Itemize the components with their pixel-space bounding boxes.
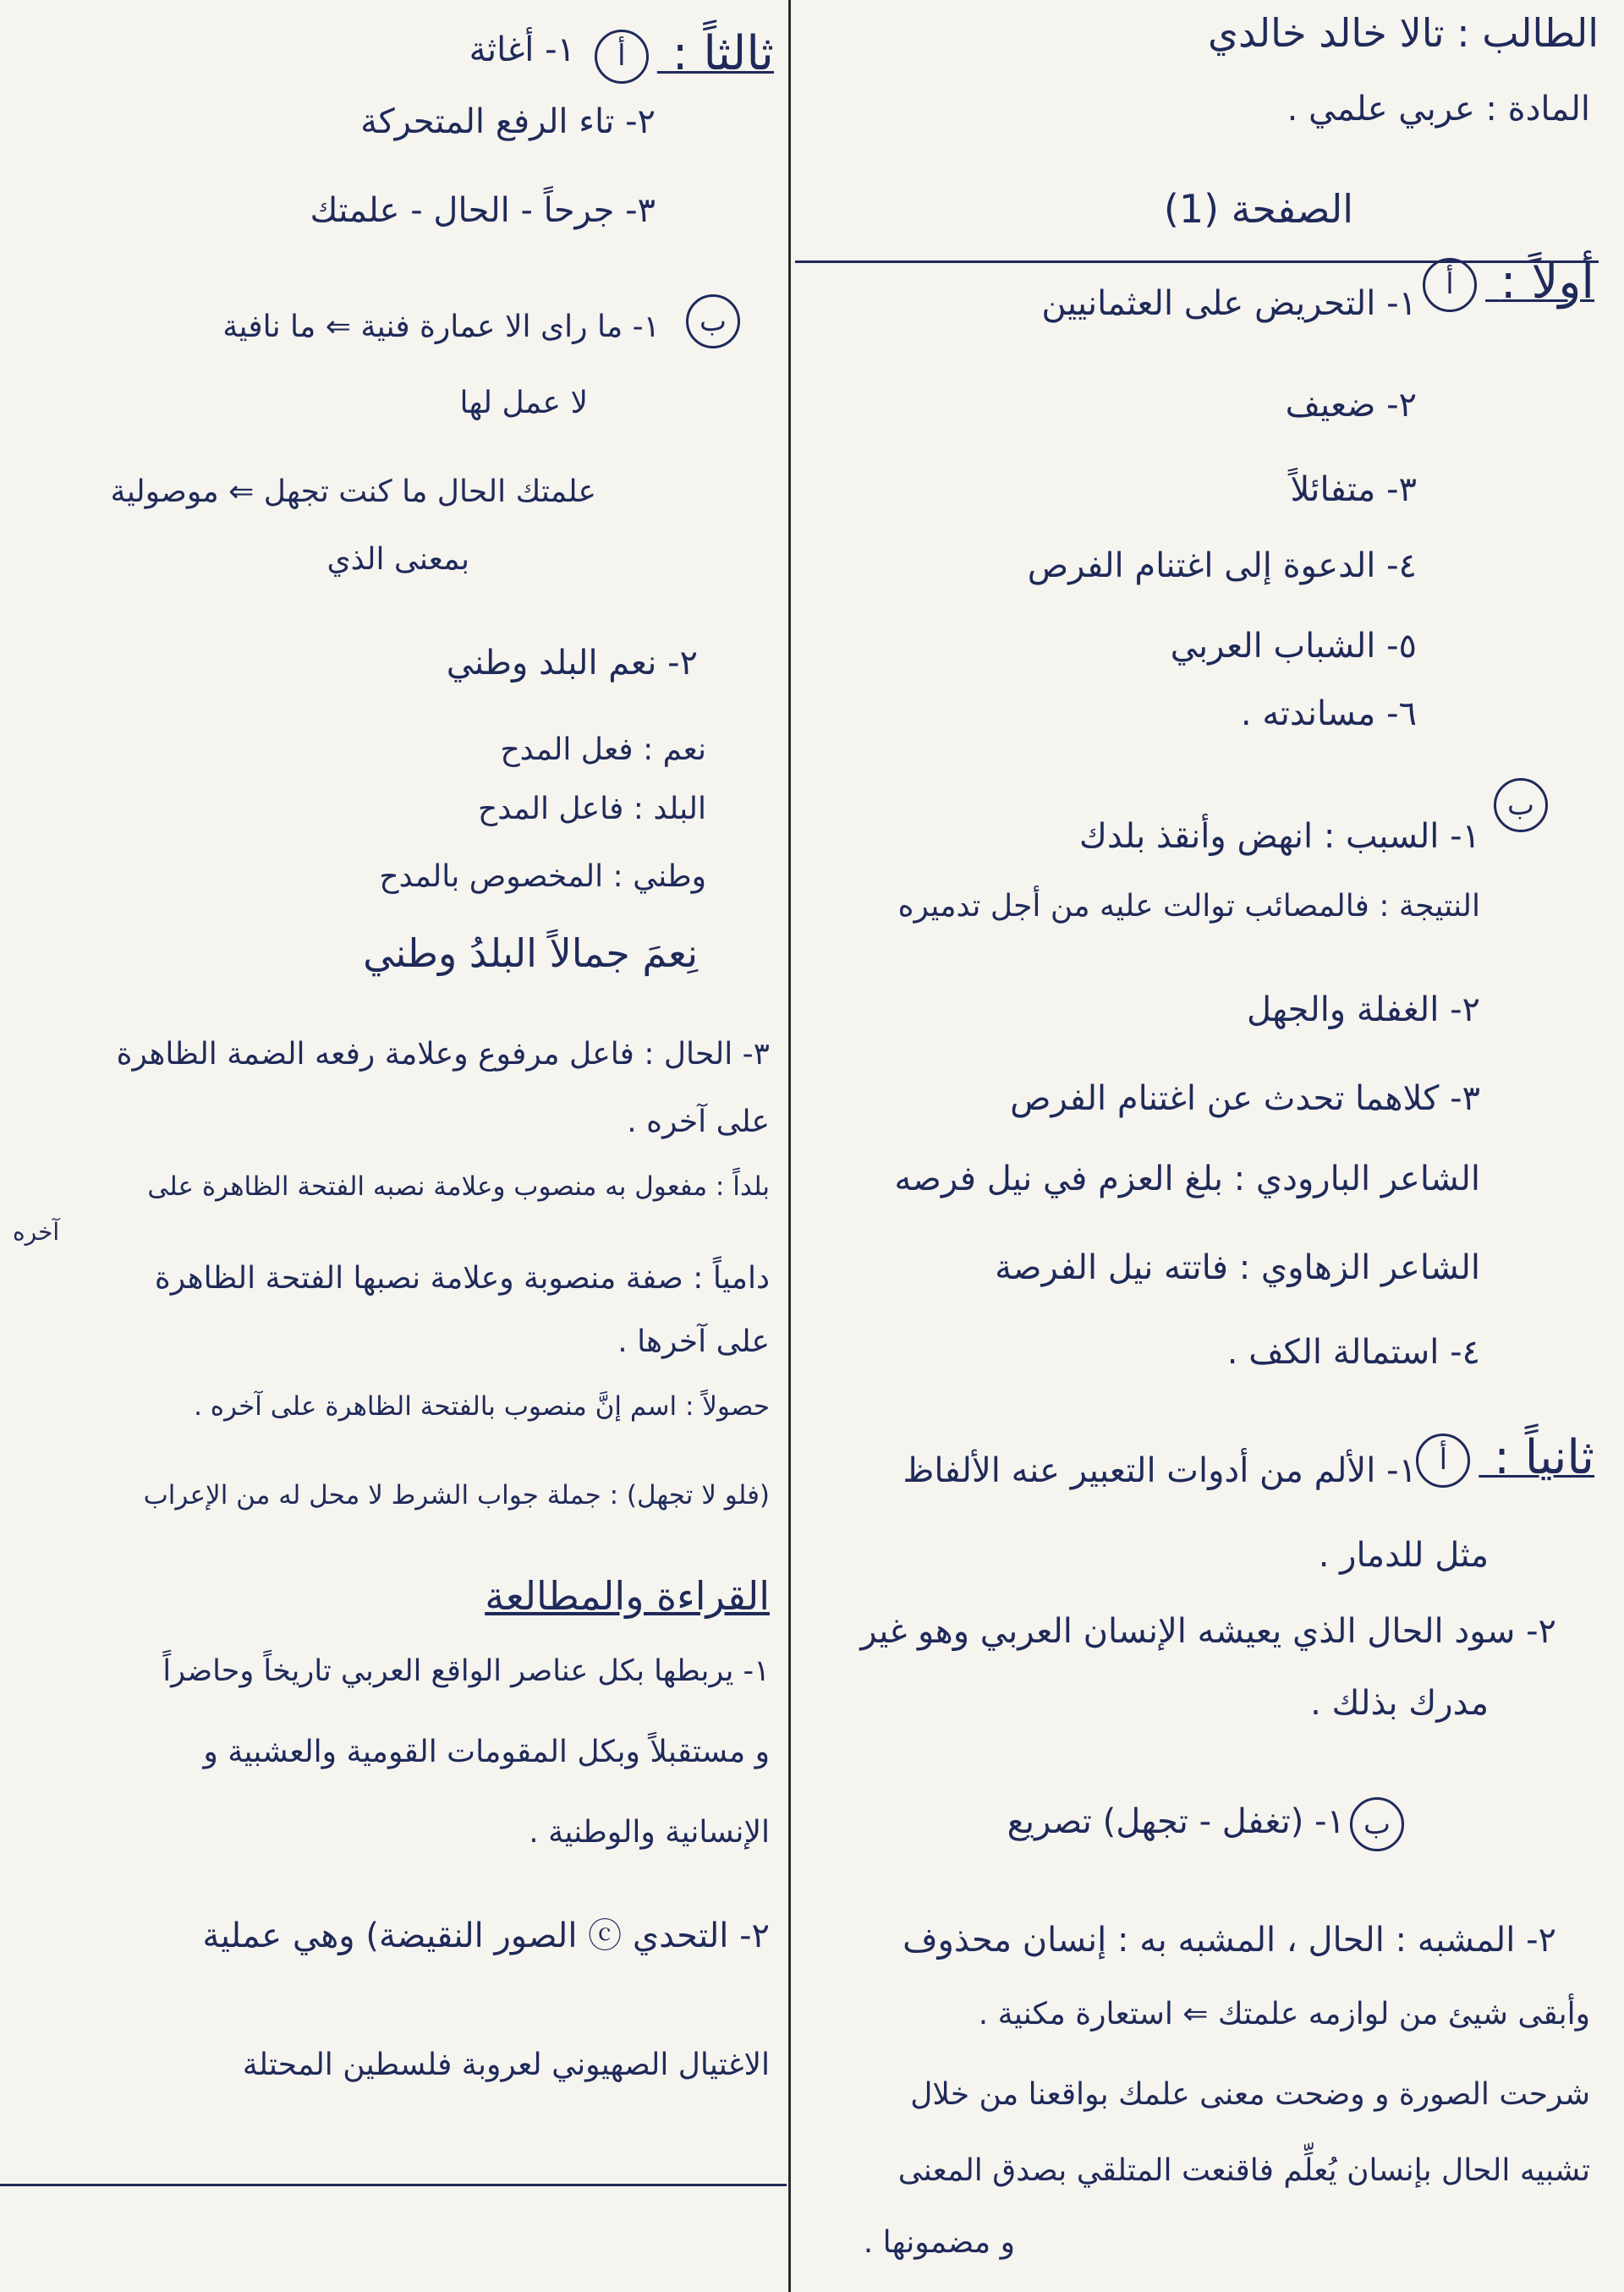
s1-b-line-6: الشاعر الزهاوي : فاتته نيل الفرصة <box>995 1248 1480 1287</box>
s3-a-line-1: ١- أغاثة <box>469 30 575 69</box>
s2-b-line-3: وأبقى شيئ من لوازمه علمتك ⇐ استعارة مكنية . <box>978 1997 1590 2032</box>
s2-a-line-4: مدرك بذلك . <box>1310 1684 1489 1723</box>
s3-b-line-1: ١- ما راى الا عمارة فنية ⇐ ما نافية <box>222 310 660 344</box>
s1-b-line-7: ٤- استمالة الكف . <box>1226 1333 1480 1372</box>
s2-b-row <box>1341 1797 1413 1851</box>
left-column <box>0 0 782 2292</box>
subject-name: المادة : عربي علمي . <box>1287 90 1590 129</box>
column-divider <box>788 0 791 2292</box>
s2-b-line-5: تشبيه الحال بإنسان يُعلِّم فاقنعت المتلقي بصدق المعنى <box>897 2153 1590 2188</box>
student-name: الطالب : تالا خالد خالدي <box>1208 10 1599 56</box>
s1-a-line-6: ٦- مساندته . <box>1240 694 1417 733</box>
s3-b-line-10: ٣- الحال : فاعل مرفوع وعلامة رفعه الضمة الظاهرة <box>116 1037 770 1072</box>
s1-a-line-4: ٤- الدعوة إلى اغتنام الفرص <box>1027 546 1417 585</box>
s2-a-line-1: ١- الألم من أدوات التعبير عنه الألفاظ <box>903 1451 1417 1490</box>
reading-line-5: الاغتيال الصهيوني لعروبة فلسطين المحتلة <box>242 2048 770 2082</box>
s3-b-line-2: لا عمل لها <box>459 386 588 420</box>
s3-b-line-6: نعم : فعل المدح <box>500 732 706 767</box>
s1-b-line-2: النتيجة : فالمصائب توالت عليه من أجل تدميره <box>897 889 1480 924</box>
s3-b-line-15: على آخرها . <box>617 1324 770 1359</box>
s3-b-line-17: (فلو لا تجهل) : جملة جواب الشرط لا محل له من الإعراب <box>143 1480 770 1511</box>
reading-line-1: ١- يربطها بكل عناصر الواقع العربي تاريخاً وحاضراً <box>162 1654 770 1688</box>
section-title-text: أولاً : <box>1500 255 1594 310</box>
s2-a-line-2: مثل للدمار . <box>1318 1536 1489 1575</box>
s3-b-line-7: البلد : فاعل المدح <box>478 792 706 826</box>
right-column <box>795 0 1607 2292</box>
part-a-marker: أ <box>1423 258 1477 312</box>
s1-b-row <box>1485 778 1556 832</box>
s2-a-line-3: ٢- سود الحال الذي يعيشه الإنسان العربي وهو غير <box>860 1612 1556 1651</box>
s1-b-line-3: ٢- الغفلة والجهل <box>1246 990 1480 1029</box>
reading-line-2: و مستقبلاً وبكل المقومات القومية والعشبية و <box>203 1735 770 1769</box>
part-b-marker: ب <box>1494 778 1548 832</box>
section-title-text: ثالثاً : <box>672 26 774 81</box>
section-title-text: ثانياً : <box>1494 1430 1594 1485</box>
s3-b-line-3: علمتك الحال ما كنت تجهل ⇐ موصولية <box>110 474 596 509</box>
section-title-first <box>1414 254 1594 312</box>
s2-b-line-1: ١- (تغفل - تجهل) تصريع <box>1007 1802 1345 1841</box>
s3-b-line-8: وطني : المخصوص بالمدح <box>379 859 706 894</box>
reading-line-4: ٢- التحدي ⓒ الصور النقيضة) وهي عملية <box>202 1916 770 1955</box>
s3-b-line-12: بلداً : مفعول به منصوب وعلامة نصبه الفتحة الظاهرة على <box>147 1171 770 1202</box>
s3-b-row <box>678 294 749 348</box>
s2-b-line-4: شرحت الصورة و وضحت معنى علمك بواقعنا من خلال <box>910 2077 1590 2112</box>
s3-b-line-5: ٢- نعم البلد وطني <box>446 644 698 683</box>
reading-line-3: الإنسانية والوطنية . <box>529 1815 770 1850</box>
s3-b-line-4: بمعنى الذي <box>326 542 469 577</box>
reading-title: القراءة والمطالعة <box>485 1573 770 1619</box>
section-title-second <box>1407 1429 1594 1488</box>
s3-b-line-11: على آخره . <box>627 1105 770 1139</box>
s3-b-line-13: آخره <box>13 1218 60 1246</box>
part-b-marker: ب <box>686 294 740 348</box>
s3-a-line-2: ٢- تاء الرفع المتحركة <box>360 102 656 141</box>
section-title-third <box>586 25 774 84</box>
s1-b-line-4: ٣- كلاهما تحدث عن اغتنام الفرص <box>1010 1079 1480 1118</box>
s2-b-line-6: و مضمونها . <box>863 2225 1015 2260</box>
part-b-marker: ب <box>1350 1797 1404 1851</box>
s3-b-line-14: دامياً : صفة منصوبة وعلامة نصبها الفتحة الظاهرة <box>154 1261 770 1296</box>
s3-b-line-9: نِعمَ جمالاً البلدُ وطني <box>363 930 698 976</box>
s3-a-line-3: ٣- جرحاً - الحال - علمتك <box>310 191 656 230</box>
s1-b-line-5: الشاعر البارودي : بلغ العزم في نيل فرصه <box>894 1160 1480 1198</box>
s3-b-line-16: حصولاً : اسم إنَّ منصوب بالفتحة الظاهرة على آخره . <box>194 1391 770 1422</box>
s1-b-line-1: ١- السبب : انهض وأنقذ بلدك <box>1078 817 1480 856</box>
part-a-marker: أ <box>595 30 649 84</box>
part-a-marker: أ <box>1416 1434 1470 1488</box>
s1-a-line-3: ٣- متفائلاً <box>1290 470 1417 509</box>
s1-a-line-2: ٢- ضعيف <box>1285 386 1417 425</box>
s1-a-line-5: ٥- الشباب العربي <box>1170 627 1417 666</box>
page-label: الصفحة (1) <box>1163 186 1353 232</box>
s1-a-line-1: ١- التحريض على العثمانيين <box>1041 284 1417 323</box>
s2-b-line-2: ٢- المشبه : الحال ، المشبه به : إنسان محذوف <box>903 1921 1556 1960</box>
